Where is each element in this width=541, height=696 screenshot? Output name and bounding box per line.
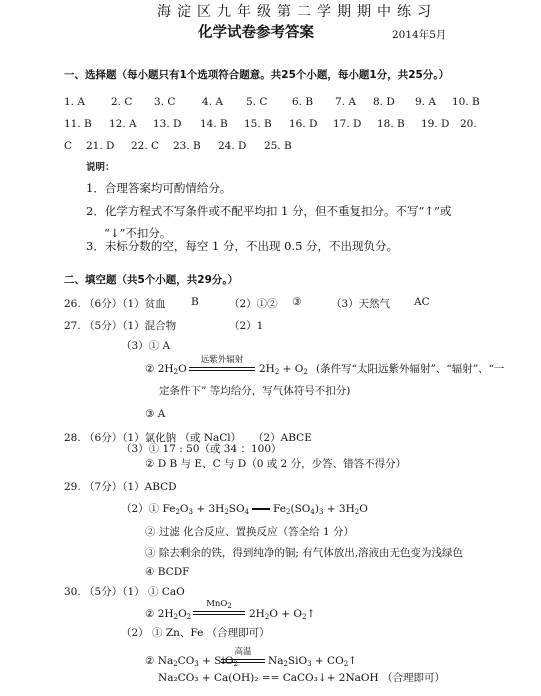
q30-equation-1-reactant: ② $2H_2O_2$ <box>145 608 192 621</box>
answer-item: 10. B <box>452 96 480 108</box>
answer-item: 19. D <box>421 118 450 130</box>
answer-item: 7. A <box>335 96 356 108</box>
q27-equation-condition: 远紫外辐射 <box>189 356 255 371</box>
q26-part: ③ <box>292 296 302 308</box>
q30-equation-3: Na₂CO₃ + Ca(OH)₂ == CaCO₃↓+ 2NaOH （合理即可） <box>158 672 446 684</box>
answer-item: 8. D <box>373 96 395 108</box>
notes-label: 说明： <box>86 162 115 173</box>
q26-part: （2）①② <box>229 298 278 310</box>
section1-heading: 一、选择题（每小题只有1个选项符合题意。共25个小题，每小题1分，共25分。） <box>64 69 450 81</box>
q30-equation-2-reactant: ② $Na_2CO_3 + SiO_2$ <box>145 655 238 668</box>
answer-item: 12. A <box>109 118 137 130</box>
equals-bar <box>252 508 270 510</box>
answer-item: 6. B <box>292 96 314 108</box>
answer-item: 5. C <box>246 96 268 108</box>
section2-heading: 二、填空题（共5个小题，共29分。） <box>64 274 239 286</box>
note-item: 1．合理答案均可酌情给分。 <box>86 181 232 195</box>
q29-line-5: ④ BCDF <box>145 566 190 578</box>
q28-part: 28. （6分）（1）氯化钠 （或 NaCl） <box>64 432 242 444</box>
q27-equation-note: (条件写“太阳远紫外辐射”、“辐射”、“一 <box>316 363 505 375</box>
q29-line-4: ③ 除去剩余的铁，得到纯净的铜; 有气体放出,溶液由无色变为浅绿色 <box>145 547 464 559</box>
note-item: 3．未标分数的空，每空 1 分，不出现 0.5 分，不出现负分。 <box>86 239 399 253</box>
q27-equation-note-cont: 定条件下” 等均给分，写气体符号不扣分) <box>159 385 351 397</box>
q27-line-4: ③ A <box>145 408 166 420</box>
document-subtitle: 化学试卷参考答案 <box>198 25 314 41</box>
answer-item: C <box>64 140 73 152</box>
answer-item: 25. B <box>264 140 292 152</box>
q30-equation-1-condition: MnO$_2$ <box>193 600 245 615</box>
answer-item: 14. B <box>200 118 228 130</box>
note-item: “↓”不扣分。 <box>104 226 172 240</box>
answer-item: 9. A <box>415 96 436 108</box>
q30-equation-2-products: $Na_2SiO_3$ + $CO_2↑$ <box>268 655 357 668</box>
answer-item: 18. B <box>377 118 405 130</box>
q30-line-1: 30. （5分）（1） ① CaO <box>64 586 185 598</box>
q27-part: （2）1 <box>229 320 264 332</box>
q29-line-1: 29. （7分）（1）ABCD <box>64 481 177 493</box>
q27-equation-reactant: ② $2H_2O$ <box>145 363 187 376</box>
answer-item: 4. A <box>202 96 223 108</box>
answer-item: 1. A <box>64 96 85 108</box>
q28-line-3: ② D B 与 E、C 与 D（0 或 2 分，少答、错答不得分） <box>145 458 407 470</box>
answer-item: 21. D <box>86 140 115 152</box>
note-item: 2．化学方程式不写条件或不配平均扣 1 分，但不重复扣分。不写“↑”或 <box>86 204 452 218</box>
q27-equation-products: $2H_2 + O_2$ <box>259 363 308 376</box>
q30-equation-2-condition: 高温 <box>221 648 265 663</box>
answer-item: 15. B <box>244 118 272 130</box>
answer-item: 3. C <box>154 96 176 108</box>
q26-part: AC <box>414 296 430 308</box>
q27-line-2: （3）① A <box>121 340 171 352</box>
q29-line-3: ② 过滤 化合反应、置换反应（答全给 1 分） <box>145 526 355 538</box>
answer-item: 13. D <box>153 118 182 130</box>
q30-line-3: （2） ① Zn、Fe （合理即可） <box>121 627 270 639</box>
q27-part: 27. （5分）（1）混合物 <box>64 320 177 332</box>
q30-equation-1-products: $2H_2O$ + $O_2↑$ <box>249 608 316 621</box>
document-title: 海淀区九年级第二学期期中练习 <box>157 4 437 20</box>
answer-item: 11. B <box>64 118 92 130</box>
q26-part: 26. （6分）（1）贫血 <box>64 298 166 310</box>
q29-equation: （2）① $Fe_2O_3 + 3H_2SO_4$ $Fe_2(SO_4)_3 + 3H_2O$ <box>121 503 368 516</box>
q26-part: （3）天然气 <box>331 298 391 310</box>
answer-item: 16. D <box>289 118 318 130</box>
answer-item: 24. D <box>218 140 247 152</box>
answer-item: 17. D <box>333 118 362 130</box>
q28-line-2: （3）① 17 : 50（或 34 ：100） <box>121 443 282 455</box>
q26-part: B <box>191 296 199 308</box>
q28-part: （2）ABCE <box>253 432 312 444</box>
answer-item: 23. B <box>173 140 201 152</box>
document-date: 2014年5月 <box>392 29 447 41</box>
answer-item: 20. <box>460 118 477 130</box>
answer-item: 2. C <box>111 96 133 108</box>
answer-item: 22. C <box>131 140 160 152</box>
